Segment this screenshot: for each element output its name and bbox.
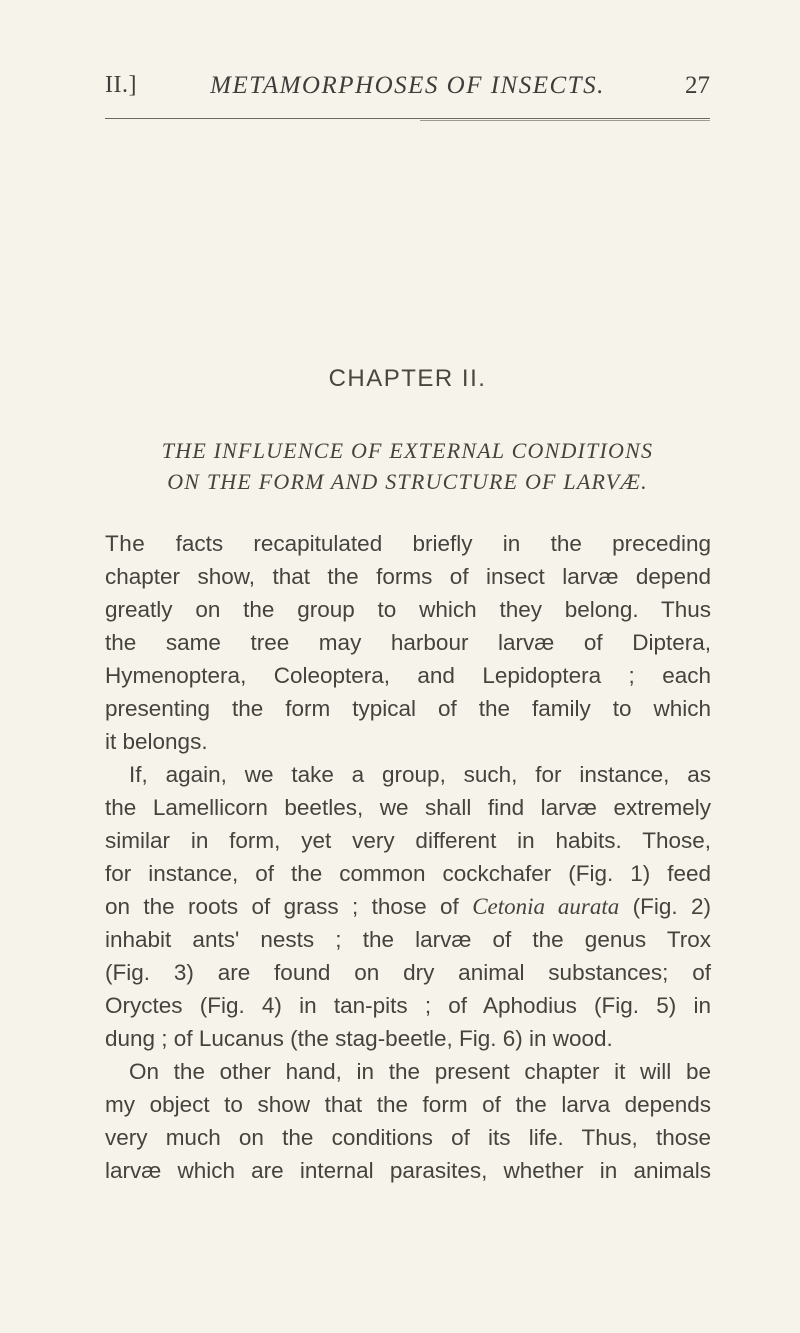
text-line: the Lamellicorn beetles, we shall find larvæ extremely bbox=[105, 795, 711, 820]
header-rule-thin bbox=[420, 120, 710, 121]
text-line: the same tree may harbour larvæ of Diptera, bbox=[105, 630, 711, 655]
text-line bbox=[105, 527, 711, 560]
running-head-title: METAMORPHOSES OF INSECTS. bbox=[210, 72, 605, 99]
paragraph-opening-word: The bbox=[105, 531, 146, 556]
body-text bbox=[105, 527, 711, 1187]
text-line: dung ; of Lucanus (the stag-beetle, Fig. 6) in wood. bbox=[105, 1026, 613, 1051]
text-line: for instance, of the common cockchafer (Fig. 1) feed bbox=[105, 861, 711, 886]
text-line: it belongs. bbox=[105, 729, 208, 754]
text-line: inhabit ants' nests ; the larvæ of the genus Trox bbox=[105, 927, 711, 952]
chapter-heading: CHAPTER II. bbox=[328, 365, 487, 392]
running-head bbox=[105, 72, 710, 112]
text-line: Oryctes (Fig. 4) in tan-pits ; of Aphodius (Fig. 5) in bbox=[105, 993, 711, 1018]
text-line: (Fig. 3) are found on dry animal substances; of bbox=[105, 960, 711, 985]
page-number: 27 bbox=[685, 72, 710, 99]
text-fragment: on the roots of grass ; those of bbox=[105, 894, 473, 919]
chapter-subtitle-line-1: THE INFLUENCE OF EXTERNAL CONDITIONS bbox=[161, 438, 654, 463]
text-line bbox=[105, 890, 711, 923]
text-line: Hymenoptera, Coleoptera, and Lepidoptera ; each bbox=[105, 663, 711, 688]
text-line: larvæ which are internal parasites, whether in animals bbox=[105, 1158, 711, 1183]
running-head-chapter: II.] bbox=[105, 72, 137, 98]
text-line: presenting the form typical of the family to which bbox=[105, 696, 711, 721]
text-line: greatly on the group to which they belong. Thus bbox=[105, 597, 711, 622]
text-line: chapter show, that the forms of insect larvæ depend bbox=[105, 564, 711, 589]
text-line: similar in form, yet very different in habits. Those, bbox=[105, 828, 711, 853]
chapter-subtitle-line-2: ON THE FORM AND STRUCTURE OF LARVÆ. bbox=[167, 469, 648, 494]
text-line: very much on the conditions of its life. Thus, those bbox=[105, 1125, 711, 1150]
text-line: my object to show that the form of the larva depends bbox=[105, 1092, 711, 1117]
text-fragment: (Fig. 2) bbox=[619, 894, 711, 919]
header-rule bbox=[105, 118, 710, 119]
text-line: On the other hand, in the present chapter it will be bbox=[129, 1059, 711, 1084]
text-line: If, again, we take a group, such, for instance, as bbox=[129, 762, 711, 787]
text-fragment: facts recapitulated briefly in the preceding bbox=[145, 531, 711, 556]
species-name: Cetonia aurata bbox=[472, 894, 620, 919]
